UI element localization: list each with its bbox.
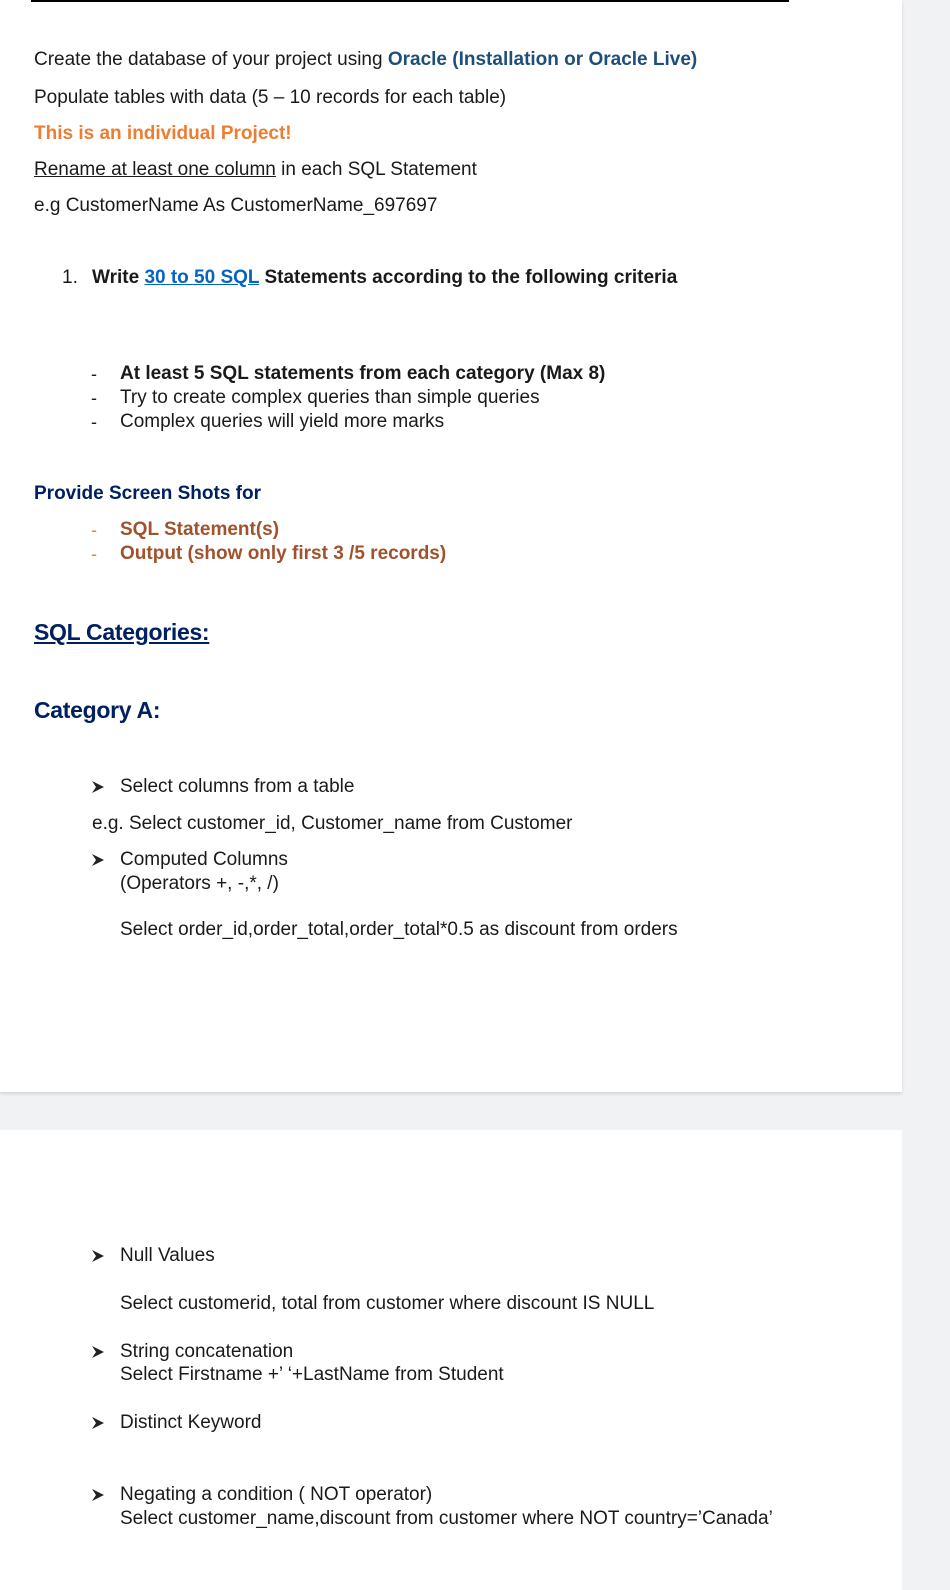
criteria-item: At least 5 SQL statements from each category (Max 8) — [120, 363, 606, 384]
intro-line-1 — [34, 48, 697, 72]
category-a-heading: Category A: — [34, 697, 161, 723]
screenshots-heading: Provide Screen Shots for — [34, 483, 262, 504]
document-page-2 — [0, 1130, 902, 1590]
arrow-bullet-icon — [91, 1411, 105, 1435]
sql-categories-heading: SQL Categories: — [34, 619, 210, 645]
dash-bullet: - — [91, 364, 97, 384]
arrow-bullet-icon — [91, 775, 105, 799]
arrow-bullet-icon — [91, 1340, 105, 1364]
oracle-highlight: Oracle (Installation or Oracle Live) — [387, 49, 698, 70]
arrow-bullet-icon — [91, 848, 105, 872]
computed-columns-item: Computed Columns — [120, 849, 288, 870]
computed-example: Select order_id,order_total,order_total*0.5 as discount from orders — [120, 919, 678, 940]
intro-line-2: Populate tables with data (5 – 10 records for each table) — [34, 87, 507, 108]
rename-underlined: Rename at least one column — [34, 159, 276, 180]
dash-bullet: - — [91, 520, 97, 540]
criteria-item: Complex queries will yield more marks — [120, 411, 445, 432]
negating-item: Negating a condition ( NOT operator) — [120, 1484, 433, 1505]
criteria-item: Try to create complex queries than simple queries — [120, 387, 540, 408]
arrow-bullet-icon — [91, 1244, 105, 1268]
select-example: e.g. Select customer_id, Customer_name from Customer — [92, 813, 573, 834]
task-number: 1. — [62, 267, 78, 288]
task-link[interactable]: 30 to 50 SQL — [144, 267, 260, 288]
intro-text: Create the database of your project using — [34, 49, 388, 70]
intro-line-4 — [34, 158, 477, 182]
null-example: Select customerid, total from customer where discount IS NULL — [120, 1293, 655, 1314]
task-write: Write — [92, 267, 145, 288]
string-example: Select Firstname +’ ‘+LastName from Student — [120, 1364, 504, 1385]
select-columns-item: Select columns from a table — [120, 776, 355, 797]
dash-bullet: - — [91, 388, 97, 408]
dash-bullet: - — [91, 544, 97, 564]
screenshot-item: SQL Statement(s) — [120, 519, 280, 540]
top-rule — [31, 0, 789, 2]
dash-bullet: - — [91, 412, 97, 432]
intro-line-5: e.g CustomerName As CustomerName_697697 — [34, 195, 438, 216]
task-rest: Statements according to the following criteria — [259, 267, 678, 288]
string-concat-item: String concatenation — [120, 1341, 294, 1362]
rename-rest: in each SQL Statement — [275, 159, 477, 180]
negating-example: Select customer_name,discount from customer where NOT country=’Canada’ — [120, 1508, 773, 1529]
distinct-item: Distinct Keyword — [120, 1412, 262, 1433]
task-line — [92, 266, 677, 290]
null-values-item: Null Values — [120, 1245, 215, 1266]
operators-note: (Operators +, -,*, /) — [120, 873, 279, 894]
arrow-bullet-icon — [91, 1483, 105, 1507]
individual-project-note: This is an individual Project! — [34, 123, 292, 144]
screenshot-item: Output (show only first 3 /5 records) — [120, 543, 447, 564]
